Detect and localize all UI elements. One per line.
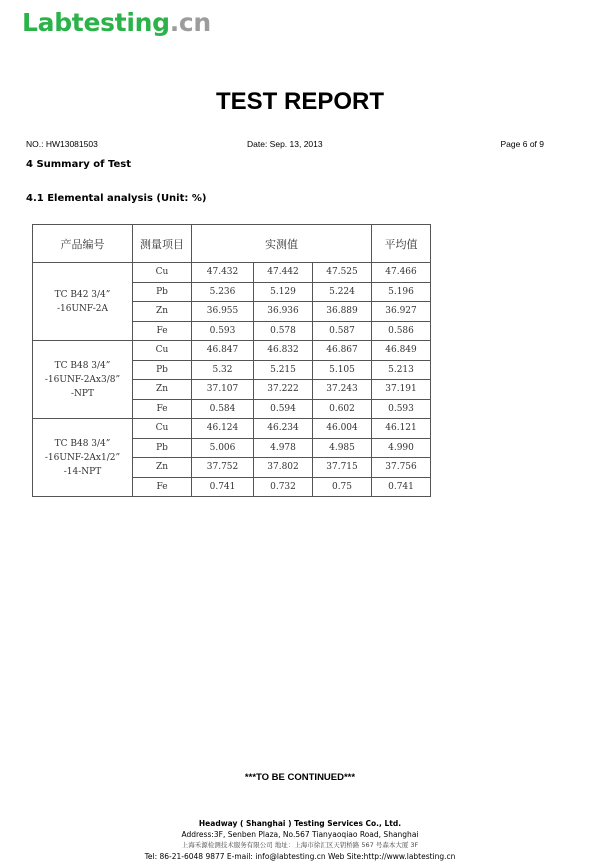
logo-tld: .cn — [169, 8, 211, 37]
average-value-cell: 37.756 — [372, 458, 431, 478]
element-cell: Cu — [133, 263, 192, 283]
table-header-row — [33, 225, 431, 263]
measured-value-2-cell: 5.215 — [254, 360, 313, 380]
product-code-line: TC B48 3/4” — [54, 438, 111, 449]
average-value-cell: 47.466 — [372, 263, 431, 283]
header-average: 平均值 — [372, 225, 431, 263]
measured-value-2-cell: 0.594 — [254, 399, 313, 419]
report-meta — [0, 139, 600, 153]
measured-value-1-cell: 46.124 — [192, 419, 254, 439]
measured-value-3-cell: 0.75 — [313, 477, 372, 497]
footer-address: Address:3F, Senben Plaza, No.567 Tianyaoqiao Road, Shanghai — [181, 830, 419, 839]
measured-value-1-cell: 37.752 — [192, 458, 254, 478]
element-cell: Zn — [133, 302, 192, 322]
average-value-cell: 37.191 — [372, 380, 431, 400]
measured-value-3-cell: 5.105 — [313, 360, 372, 380]
product-code-line: -NPT — [71, 388, 94, 399]
report-date: Date: Sep. 13, 2013 — [247, 139, 323, 149]
measured-value-3-cell: 37.715 — [313, 458, 372, 478]
product-code-cell — [33, 263, 133, 341]
measured-value-3-cell: 5.224 — [313, 282, 372, 302]
measured-value-3-cell: 36.889 — [313, 302, 372, 322]
average-value-cell: 0.593 — [372, 399, 431, 419]
average-value-cell: 4.990 — [372, 438, 431, 458]
measured-value-3-cell: 4.985 — [313, 438, 372, 458]
table-row — [33, 341, 431, 361]
table-row — [33, 263, 431, 283]
measured-value-3-cell: 46.867 — [313, 341, 372, 361]
measured-value-1-cell: 0.593 — [192, 321, 254, 341]
product-code-line: -14-NPT — [63, 466, 102, 477]
header-product: 产品编号 — [33, 225, 133, 263]
average-value-cell: 46.121 — [372, 419, 431, 439]
measured-value-3-cell: 0.587 — [313, 321, 372, 341]
footer — [0, 818, 600, 862]
element-cell: Pb — [133, 282, 192, 302]
product-code-line: -16UNF-2A — [56, 303, 109, 314]
section-heading-summary: 4 Summary of Test — [26, 159, 131, 170]
measured-value-2-cell: 46.234 — [254, 419, 313, 439]
measured-value-3-cell: 37.243 — [313, 380, 372, 400]
footer-company: Headway ( Shanghai ) Testing Services Co., Ltd. — [198, 819, 402, 828]
measured-value-1-cell: 5.32 — [192, 360, 254, 380]
average-value-cell: 5.213 — [372, 360, 431, 380]
product-code-line: -16UNF-2Ax1/2” — [44, 452, 121, 463]
measured-value-1-cell: 0.741 — [192, 477, 254, 497]
measured-value-3-cell: 0.602 — [313, 399, 372, 419]
header-measured: 实测值 — [192, 225, 372, 263]
element-cell: Fe — [133, 477, 192, 497]
average-value-cell: 0.741 — [372, 477, 431, 497]
report-number: NO.: HW13081503 — [26, 139, 98, 149]
page-number: Page 6 of 9 — [500, 139, 544, 149]
measured-value-2-cell: 37.222 — [254, 380, 313, 400]
header-item: 测量项目 — [133, 225, 192, 263]
element-cell: Pb — [133, 438, 192, 458]
element-cell: Fe — [133, 321, 192, 341]
measured-value-2-cell: 37.802 — [254, 458, 313, 478]
measured-value-3-cell: 46.004 — [313, 419, 372, 439]
element-cell: Fe — [133, 399, 192, 419]
table-body — [33, 263, 431, 497]
measured-value-2-cell: 47.442 — [254, 263, 313, 283]
elemental-analysis-table — [32, 224, 431, 497]
average-value-cell: 5.196 — [372, 282, 431, 302]
page-title: TEST REPORT — [215, 88, 384, 115]
labtesting-logo — [22, 6, 211, 40]
measured-value-1-cell: 37.107 — [192, 380, 254, 400]
footer-contact: Tel: 86-21-6048 9877 E-mail: info@labtesting.cn Web Site:http://www.labtesting.cn — [144, 852, 456, 861]
element-cell: Pb — [133, 360, 192, 380]
average-value-cell: 0.586 — [372, 321, 431, 341]
measured-value-2-cell: 5.129 — [254, 282, 313, 302]
average-value-cell: 46.849 — [372, 341, 431, 361]
measured-value-1-cell: 46.847 — [192, 341, 254, 361]
measured-value-1-cell: 5.006 — [192, 438, 254, 458]
measured-value-2-cell: 46.832 — [254, 341, 313, 361]
element-cell: Cu — [133, 341, 192, 361]
measured-value-2-cell: 36.936 — [254, 302, 313, 322]
element-cell: Zn — [133, 458, 192, 478]
element-cell: Zn — [133, 380, 192, 400]
measured-value-2-cell: 0.732 — [254, 477, 313, 497]
average-value-cell: 36.927 — [372, 302, 431, 322]
measured-value-1-cell: 0.584 — [192, 399, 254, 419]
product-code-line: TC B48 3/4” — [54, 360, 111, 371]
measured-value-1-cell: 36.955 — [192, 302, 254, 322]
continued-notice: ***TO BE CONTINUED*** — [244, 772, 356, 783]
logo-brand: Labtesting — [22, 8, 170, 37]
footer-chinese-address: 上海禾源检测技术服务有限公司 地址：上海市徐汇区天钥桥路 567 号森本大厦 3F — [181, 841, 419, 849]
measured-value-2-cell: 0.578 — [254, 321, 313, 341]
section-heading-elemental: 4.1 Elemental analysis (Unit: %) — [26, 193, 207, 204]
measured-value-2-cell: 4.978 — [254, 438, 313, 458]
measured-value-1-cell: 5.236 — [192, 282, 254, 302]
product-code-line: -16UNF-2Ax3/8” — [44, 374, 121, 385]
product-code-cell — [33, 419, 133, 497]
element-cell: Cu — [133, 419, 192, 439]
measured-value-3-cell: 47.525 — [313, 263, 372, 283]
table-row — [33, 419, 431, 439]
measured-value-1-cell: 47.432 — [192, 263, 254, 283]
product-code-line: TC B42 3/4” — [54, 289, 111, 300]
product-code-cell — [33, 341, 133, 419]
